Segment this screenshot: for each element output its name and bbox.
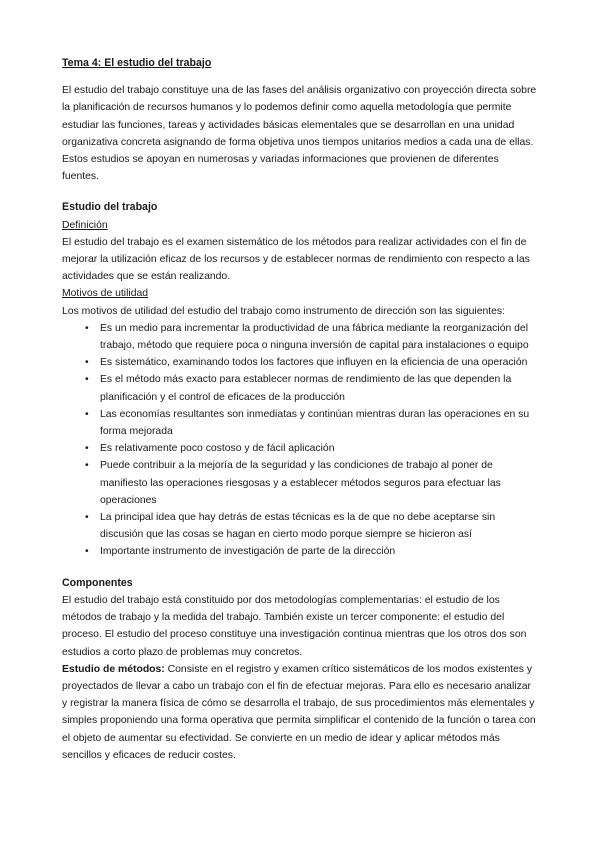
- list-item: • La principal idea que hay detrás de estas técnicas es la de que no debe aceptarse sin discusión que las cosas se hagan en cierto modo porque siempre se hicieron así: [87, 509, 538, 543]
- list-item: • Puede contribuir a la mejoría de la seguridad y las condiciones de trabajo al poner de manifiesto las operaciones riesgosas y a establecer métodos seguros para efectuar las operaciones: [87, 457, 538, 509]
- list-item: • Importante instrumento de investigación de parte de la dirección: [87, 543, 538, 560]
- componentes-paragraph: El estudio del trabajo está constituido por dos metodologías complementarias: el estudio de los métodos de trabajo y la medida del trabajo. También existe un tercer componente: el estudio del proceso. El estudio del proceso constituye una investigación continua mientras que los otros dos son estudios a corto plazo de problemas muy concretos.: [62, 594, 527, 658]
- list-item: • Es relativamente poco costoso y de fácil aplicación: [87, 440, 538, 457]
- list-item: • Las economías resultantes son inmediatas y continúan mientras duran las operaciones en su forma mejorada: [87, 406, 538, 440]
- list-item: • Es un medio para incrementar la productividad de una fábrica mediante la reorganización del trabajo, método que requiere poca o ninguna inversión de capital para instalaciones o equipo: [87, 320, 538, 354]
- definicion-paragraph: El estudio del trabajo es el examen sistemático de los métodos para realizar actividades con el fin de mejorar la utilización eficaz de los recursos y de establecer normas de rendimiento con respecto a las actividades que se están realizando.: [62, 236, 530, 283]
- section-heading-componentes: Componentes: [62, 576, 133, 589]
- subheading-definicion: Definición: [62, 219, 108, 231]
- motivos-intro: Los motivos de utilidad del estudio del trabajo como instrumento de dirección son las siguientes:: [62, 305, 506, 317]
- intro-paragraph: El estudio del trabajo constituye una de las fases del análisis organizativo con proyección directa sobre la planificación de recursos humanos y lo podemos definir como aquella metodología que permite estudiar las funciones, tareas y actividades básicas elementales que se desarrollan en una unidad organizativa concreta asignando de forma objetiva unos tiempos unitarios medios a cada una de ellas. Estos estudios se apoyan en numerosas y variadas informaciones que provienen de diferentes fuentes.: [62, 85, 537, 183]
- list-item: • Es el método más exacto para establecer normas de rendimiento de las que dependen la planificación y el control de eficaces de la producción: [87, 371, 538, 405]
- list-item: • Es sistemático, examinando todos los factores que influyen en la eficiencia de una operación: [87, 354, 538, 371]
- subheading-motivos: Motivos de utilidad: [62, 288, 149, 300]
- metodos-text: Consiste en el registro y examen crítico sistemáticos de los modos existentes y proyectados de llevar a cabo un trabajo con el fin de efectuar mejoras. Para ello es necesario analizar y registrar la manera física de cómo se desarrolla el trabajo, de sus procedimientos más elementales y simples proponiendo una forma operativa que permita simplificar el contenido de la función o tarea con el objeto de aumentar su efectividad. Se convierte en un medio de idear y aplicar métodos más sencillos y eficaces de reducir costes.: [62, 663, 536, 761]
- metodos-label: Estudio de métodos:: [62, 663, 165, 675]
- metodos-paragraph: [62, 661, 538, 764]
- motivos-list: [62, 320, 538, 561]
- document-title: Tema 4: El estudio del trabajo: [62, 57, 212, 69]
- section-heading-estudio: Estudio del trabajo: [62, 201, 158, 214]
